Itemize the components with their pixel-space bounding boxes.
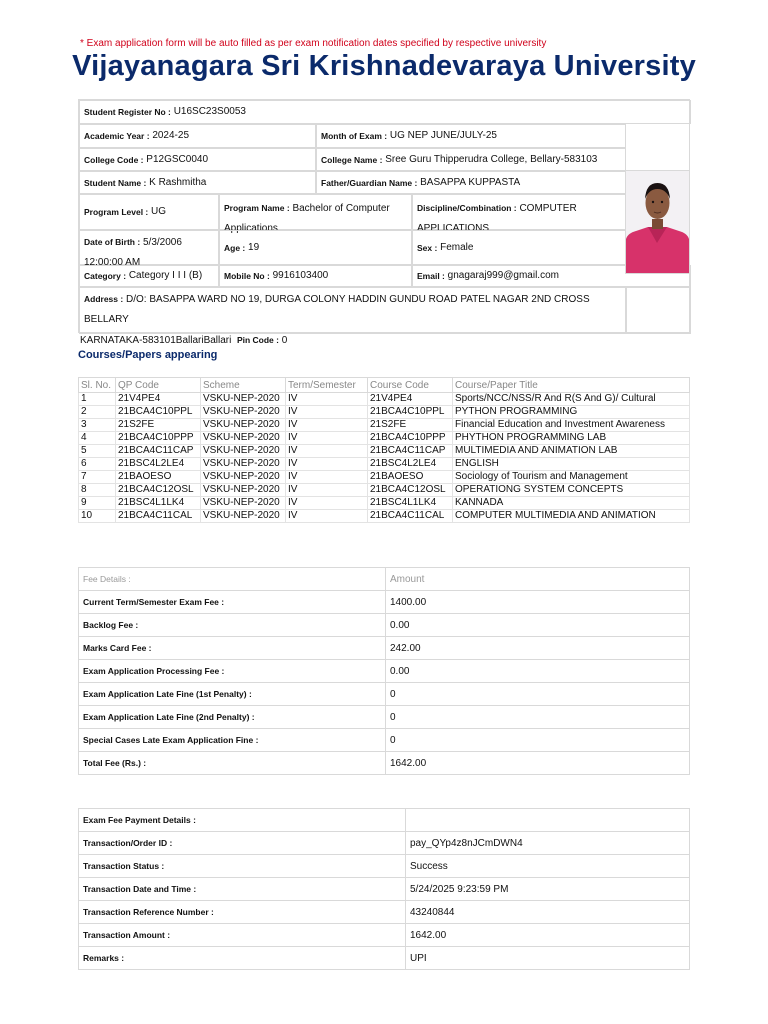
payment-label: Transaction/Order ID : [79, 832, 406, 855]
course-title-cell: PYTHON PROGRAMMING [453, 406, 690, 419]
fee-label: Exam Application Late Fine (2nd Penalty) : [79, 706, 386, 729]
fee-row [79, 729, 690, 752]
scheme-cell: VSKU-NEP-2020 [201, 419, 286, 432]
discipline-value-2: APPLICATIONS [417, 223, 490, 234]
payment-value: Success [406, 855, 690, 878]
student-photo [625, 170, 690, 274]
student-info-grid [78, 99, 690, 346]
age-value: 19 [248, 241, 260, 253]
sl-no-cell: 9 [79, 497, 116, 510]
course-code-cell: 21BCA4C12OSL [368, 484, 453, 497]
sl-no-cell: 3 [79, 419, 116, 432]
university-title: Vijayanagara Sri Krishnadevaraya University [72, 50, 696, 82]
scheme-cell: VSKU-NEP-2020 [201, 432, 286, 445]
fee-amount: 0 [386, 729, 690, 752]
course-row [79, 484, 690, 497]
fee-label: Total Fee (Rs.) : [79, 752, 386, 775]
category-value: Category I I I (B) [128, 270, 203, 281]
discipline-value: COMPUTER [519, 203, 577, 214]
payment-value: 1642.00 [406, 924, 690, 947]
student-name-value: K Rashmitha [149, 176, 207, 188]
payment-row [79, 832, 690, 855]
mobile-cell [219, 265, 412, 287]
fee-row [79, 683, 690, 706]
courses-table [78, 377, 690, 523]
fee-label: Backlog Fee : [79, 614, 386, 637]
fee-label: Marks Card Fee : [79, 637, 386, 660]
col-term: Term/Semester [286, 378, 368, 393]
fee-label: Exam Application Processing Fee : [79, 660, 386, 683]
payment-row [79, 901, 690, 924]
term-cell: IV [286, 406, 368, 419]
student-name-label: Student Name : [84, 177, 147, 188]
sex-label: Sex : [417, 242, 438, 253]
sex-cell [412, 230, 626, 265]
college-code-cell [79, 148, 316, 171]
guardian-name-value: BASAPPA KUPPASTA [420, 176, 521, 188]
fee-row [79, 614, 690, 637]
sex-value: Female [440, 241, 474, 253]
payment-label: Transaction Status : [79, 855, 406, 878]
auto-fill-notice: * Exam application form will be auto filled as per exam notification dates specified by respective university [80, 38, 547, 49]
sl-no-cell: 4 [79, 432, 116, 445]
sl-no-cell: 2 [79, 406, 116, 419]
course-title-cell: Sociology of Tourism and Management [453, 471, 690, 484]
guardian-name-cell [316, 171, 626, 194]
dob-time-value: 12:00:00 AM [84, 257, 141, 268]
sl-no-cell: 6 [79, 458, 116, 471]
register-no-cell [79, 100, 691, 124]
course-code-cell: 21BAOESO [368, 471, 453, 484]
program-name-value-2: Applications [224, 223, 278, 234]
pin-code-value: 0 [281, 335, 288, 346]
program-name-cell [219, 194, 412, 234]
payment-value: 43240844 [406, 901, 690, 924]
qp-code-cell: 21BCA4C12OSL [116, 484, 201, 497]
course-title-cell: OPERATIONG SYSTEM CONCEPTS [453, 484, 690, 497]
sl-no-cell: 8 [79, 484, 116, 497]
course-code-cell: 21V4PE4 [368, 393, 453, 406]
scheme-cell: VSKU-NEP-2020 [201, 393, 286, 406]
sl-no-cell: 5 [79, 445, 116, 458]
discipline-cell [412, 194, 626, 234]
program-name-label: Program Name : [224, 203, 290, 213]
academic-year-cell [79, 124, 316, 148]
payment-row [79, 947, 690, 970]
email-label: Email : [417, 271, 445, 281]
scheme-cell: VSKU-NEP-2020 [201, 510, 286, 523]
payment-label: Transaction Amount : [79, 924, 406, 947]
qp-code-cell: 21S2FE [116, 419, 201, 432]
academic-year-label: Academic Year : [84, 131, 150, 141]
course-row [79, 458, 690, 471]
payment-header-row [79, 809, 690, 832]
category-label: Category : [84, 271, 127, 281]
term-cell: IV [286, 419, 368, 432]
course-row [79, 510, 690, 523]
col-scheme: Scheme [201, 378, 286, 393]
email-value: gnagaraj999@gmail.com [447, 270, 559, 281]
term-cell: IV [286, 484, 368, 497]
term-cell: IV [286, 445, 368, 458]
payment-header-label: Exam Fee Payment Details : [79, 809, 406, 832]
qp-code-cell: 21BAOESO [116, 471, 201, 484]
fee-amount: 1400.00 [386, 591, 690, 614]
sl-no-cell: 10 [79, 510, 116, 523]
scheme-cell: VSKU-NEP-2020 [201, 445, 286, 458]
address-label: Address : [84, 294, 124, 304]
course-code-cell: 21BCA4C10PPL [368, 406, 453, 419]
course-title-cell: ENGLISH [453, 458, 690, 471]
discipline-label: Discipline/Combination : [417, 203, 517, 213]
sl-no-cell: 1 [79, 393, 116, 406]
payment-details-table [78, 808, 690, 970]
mobile-value: 9916103400 [272, 270, 329, 281]
course-title-cell: Sports/NCC/NSS/R And R(S And G)/ Cultural [453, 393, 690, 406]
course-code-cell: 21BSC4L2LE4 [368, 458, 453, 471]
college-name-cell [316, 148, 626, 171]
course-title-cell: COMPUTER MULTIMEDIA AND ANIMATION [453, 510, 690, 523]
term-cell: IV [286, 471, 368, 484]
col-course-code: Course Code [368, 378, 453, 393]
qp-code-cell: 21BSC4L2LE4 [116, 458, 201, 471]
college-code-value: P12GSC0040 [146, 153, 209, 165]
fee-amount: 242.00 [386, 637, 690, 660]
col-sl-no: Sl. No. [79, 378, 116, 393]
fee-label: Current Term/Semester Exam Fee : [79, 591, 386, 614]
term-cell: IV [286, 510, 368, 523]
courses-header-row [79, 378, 690, 393]
category-cell [79, 265, 219, 287]
scheme-cell: VSKU-NEP-2020 [201, 497, 286, 510]
qp-code-cell: 21V4PE4 [116, 393, 201, 406]
payment-row [79, 924, 690, 947]
qp-code-cell: 21BCA4C11CAP [116, 445, 201, 458]
course-row [79, 432, 690, 445]
course-title-cell: KANNADA [453, 497, 690, 510]
fee-amount: 0.00 [386, 660, 690, 683]
program-level-cell [79, 194, 219, 230]
dob-value: 5/3/2006 [142, 237, 182, 248]
month-of-exam-value: UG NEP JUNE/JULY-25 [389, 130, 497, 141]
address-value-2: KARNATAKA-583101BallariBallari [80, 335, 232, 346]
course-row [79, 419, 690, 432]
fee-details-table [78, 567, 690, 775]
payment-value: pay_QYp4z8nJCmDWN4 [406, 832, 690, 855]
age-label: Age : [224, 242, 246, 253]
course-row [79, 471, 690, 484]
pin-code-label: Pin Code : [236, 335, 279, 345]
age-cell [219, 230, 412, 265]
fee-amount: 0.00 [386, 614, 690, 637]
course-code-cell: 21BSC4L1LK4 [368, 497, 453, 510]
qp-code-cell: 21BCA4C11CAL [116, 510, 201, 523]
program-level-label: Program Level : [84, 207, 149, 217]
fee-header-row [79, 568, 690, 591]
address-value: D/O: BASAPPA WARD NO 19, DURGA COLONY HADDIN GUNDU ROAD PATEL NAGAR 2ND CROSS BELLARY [84, 294, 590, 325]
college-name-value: Sree Guru Thipperudra College, Bellary-583103 [385, 153, 598, 165]
fee-header-label: Fee Details : [79, 568, 386, 591]
register-no-value: U16SC23S0053 [173, 106, 246, 117]
academic-year-value: 2024-25 [152, 130, 190, 141]
fee-amount: 0 [386, 706, 690, 729]
fee-row [79, 706, 690, 729]
student-photo-image [626, 171, 689, 273]
fee-label: Exam Application Late Fine (1st Penalty) : [79, 683, 386, 706]
course-title-cell: MULTIMEDIA AND ANIMATION LAB [453, 445, 690, 458]
fee-label: Special Cases Late Exam Application Fine : [79, 729, 386, 752]
payment-row [79, 855, 690, 878]
course-row [79, 406, 690, 419]
fee-row [79, 660, 690, 683]
term-cell: IV [286, 458, 368, 471]
register-no-label: Student Register No : [84, 107, 171, 117]
guardian-name-label: Father/Guardian Name : [321, 177, 418, 188]
courses-section-title: Courses/Papers appearing [78, 349, 218, 361]
term-cell: IV [286, 393, 368, 406]
program-level-value: UG [151, 206, 167, 217]
scheme-cell: VSKU-NEP-2020 [201, 406, 286, 419]
payment-value: UPI [406, 947, 690, 970]
fee-header-amount: Amount [386, 568, 690, 591]
course-code-cell: 21BCA4C11CAP [368, 445, 453, 458]
dob-label: Date of Birth : [84, 237, 141, 247]
college-name-label: College Name : [321, 154, 383, 165]
payment-label: Transaction Date and Time : [79, 878, 406, 901]
qp-code-cell: 21BCA4C10PPP [116, 432, 201, 445]
course-title-cell: Financial Education and Investment Awareness [453, 419, 690, 432]
col-qp-code: QP Code [116, 378, 201, 393]
payment-value: 5/24/2025 9:23:59 PM [406, 878, 690, 901]
payment-row [79, 878, 690, 901]
course-code-cell: 21S2FE [368, 419, 453, 432]
course-code-cell: 21BCA4C11CAL [368, 510, 453, 523]
student-name-cell [79, 171, 316, 194]
sl-no-cell: 7 [79, 471, 116, 484]
mobile-label: Mobile No : [224, 271, 270, 281]
col-course-title: Course/Paper Title [453, 378, 690, 393]
fee-amount: 1642.00 [386, 752, 690, 775]
address-side-cell [626, 287, 691, 334]
fee-row [79, 752, 690, 775]
month-of-exam-cell [316, 124, 626, 148]
course-title-cell: PHYTHON PROGRAMMING LAB [453, 432, 690, 445]
course-row [79, 393, 690, 406]
payment-label: Transaction Reference Number : [79, 901, 406, 924]
scheme-cell: VSKU-NEP-2020 [201, 458, 286, 471]
course-code-cell: 21BCA4C10PPP [368, 432, 453, 445]
program-name-value: Bachelor of Computer [292, 203, 390, 214]
term-cell: IV [286, 432, 368, 445]
scheme-cell: VSKU-NEP-2020 [201, 484, 286, 497]
fee-amount: 0 [386, 683, 690, 706]
dob-cell [79, 230, 219, 268]
qp-code-cell: 21BSC4L1LK4 [116, 497, 201, 510]
college-code-label: College Code : [84, 154, 144, 165]
course-row [79, 497, 690, 510]
scheme-cell: VSKU-NEP-2020 [201, 471, 286, 484]
fee-row [79, 591, 690, 614]
month-of-exam-label: Month of Exam : [321, 131, 388, 141]
course-row [79, 445, 690, 458]
address-cell [79, 287, 626, 346]
term-cell: IV [286, 497, 368, 510]
qp-code-cell: 21BCA4C10PPL [116, 406, 201, 419]
payment-label: Remarks : [79, 947, 406, 970]
fee-row [79, 637, 690, 660]
